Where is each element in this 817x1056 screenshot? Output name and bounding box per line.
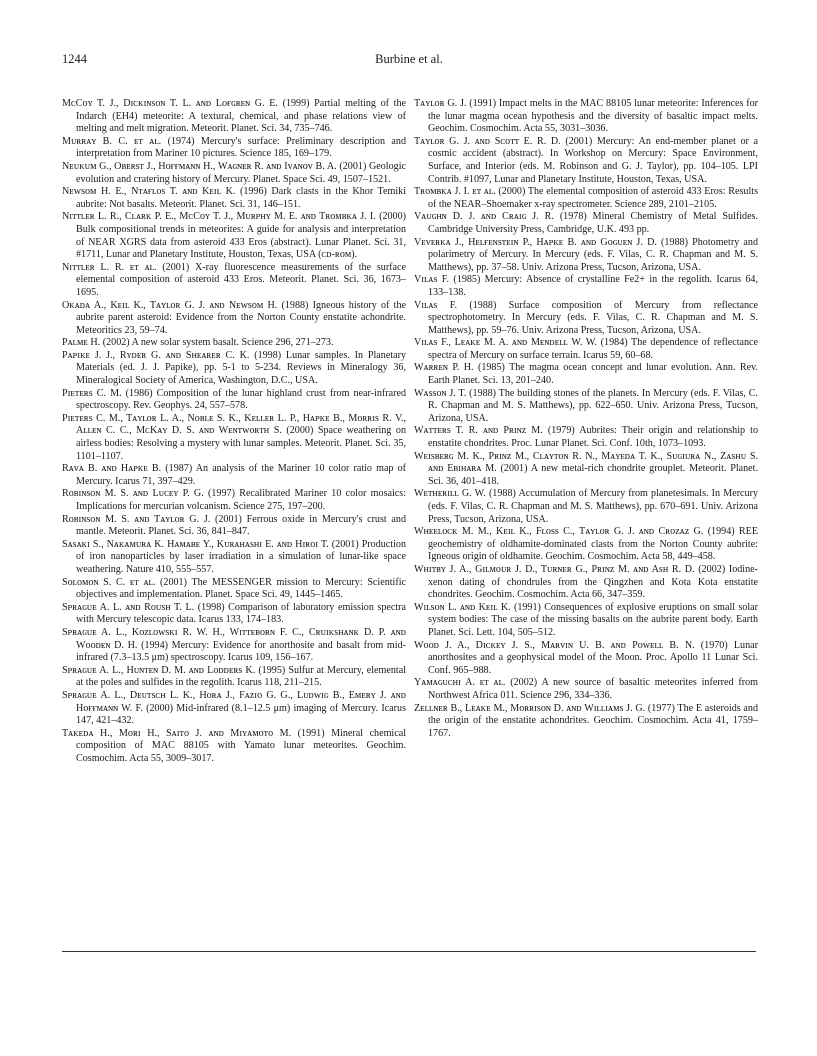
reference-entry: Wᴇɪsʙᴇʀɢ M. K., Pʀɪɴᴢ M., Cʟᴀʏᴛᴏɴ R. N., Mᴀʏᴇᴅᴀ T. K., Sᴜɢɪᴜʀᴀ N., Zᴀsʜᴜ S. ᴀɴᴅ Eʙɪʜᴀʀᴀ M. (2001) A new metal-rich chondrite grouplet. Meteorit. Planet. Sci. 36, 401–418. <box>414 450 758 487</box>
reference-entry: Wʜᴇᴇʟᴏᴄᴋ M. M., Kᴇɪʟ K., Fʟᴏss C., Tᴀʏʟᴏʀ G. J. ᴀɴᴅ Cʀᴏᴢᴀᴢ G. (1994) REE geochemistry of oldhamite-dominated clasts from the Norton County aubrite: Igneous origin of oldhamite. Geochim. Cosmochim. Acta 58, 449–458. <box>414 526 758 563</box>
running-head: Burbine et al. <box>375 52 443 66</box>
reference-entry: Sᴏʟᴏᴍᴏɴ S. C. ᴇᴛ ᴀʟ. (2001) The MESSENGER mission to Mercury: Scientific objectives and implementation. Planet. Space Sci. 49, 1445–1465. <box>62 576 406 601</box>
reference-entry: Vɪʟᴀs F. (1988) Surface composition of Mercury from reflectance spectrophotometry. In Mercury (eds. F. Vilas, C. R. Chapman and M. S. Matthews), pp. 59–76. Univ. Arizona Press, Tucson, Arizona, USA. <box>414 299 758 336</box>
reference-entry: Tᴀʏʟᴏʀ G. J. ᴀɴᴅ Sᴄᴏᴛᴛ E. R. D. (2001) Mercury: An end-member planet or a cosmic accident (abstract). In Workshop on Mercury: Space Environment, Surface, and Interior (eds. M. Robinson and G. J. Taylor), pp. 104–105. LPI Contrib. #1097, Lunar and Planetary Institute, Houston, Texas, USA. <box>414 135 758 185</box>
reference-entry: Pɪᴇᴛᴇʀs C. M., Tᴀʏʟᴏʀ L. A., Nᴏʙʟᴇ S. K., Kᴇʟʟᴇʀ L. P., Hᴀᴘᴋᴇ B., Mᴏʀʀɪs R. V., Aʟʟᴇɴ C. C., MᴄKᴀʏ D. S. ᴀɴᴅ Wᴇɴᴛᴡᴏʀᴛʜ S. (2000) Space weathering on airless bodies: Resolving a mystery with lunar samples. Meteorit. Planet. Sci. 35, 1101–1107. <box>62 412 406 462</box>
reference-entry: Tᴀᴋᴇᴅᴀ H., Mᴏʀɪ H., Sᴀɪᴛᴏ J. ᴀɴᴅ Mɪʏᴀᴍᴏᴛᴏ M. (1991) Mineral chemical composition of MAC 88105 with Yamato lunar meteorites. Geochim. Cosmochim. Acta 55, 3009–3017. <box>62 727 406 764</box>
reference-entry: Wᴏᴏᴅ J. A., Dɪᴄᴋᴇʏ J. S., Mᴀʀᴠɪɴ U. B. ᴀɴᴅ Pᴏᴡᴇʟʟ B. N. (1970) Lunar anorthosites and a geophysical model of the Moon. Proc. Apollo 11 Lunar Sci. Conf. 965–988. <box>414 639 758 676</box>
reference-entry: Vᴀᴜɢʜɴ D. J. ᴀɴᴅ Cʀᴀɪɢ J. R. (1978) Mineral Chemistry of Metal Sulfides. Cambridge University Press, Cambridge, U.K. 493 pp. <box>414 211 758 235</box>
reference-entry: Sᴘʀᴀɢᴜᴇ A. L., Dᴇᴜᴛsᴄʜ L. K., Hᴏʀᴀ J., Fᴀᴢɪᴏ G. G., Lᴜᴅᴡɪɢ B., Eᴍᴇʀʏ J. ᴀɴᴅ Hᴏғғᴍᴀɴɴ W. F. (2000) Mid-infrared (8.1–12.5 μm) imaging of Mercury. Icarus 147, 421–432. <box>62 689 406 727</box>
reference-entry: Sᴘʀᴀɢᴜᴇ A. L., Hᴜɴᴛᴇɴ D. M. ᴀɴᴅ Lᴏᴅᴅᴇʀs K. (1995) Sulfur at Mercury, elemental at the poles and sulfides in the regolith. Icarus 118, 211–215. <box>62 664 406 689</box>
reference-entry: Zᴇʟʟɴᴇʀ B., Lᴇᴀᴋᴇ M., Mᴏʀʀɪsᴏɴ D. ᴀɴᴅ Wɪʟʟɪᴀᴍs J. G. (1977) The E asteroids and the origin of the enstatite achondrites. Geochim. Cosmochim. Acta 41, 1759–1767. <box>414 702 758 739</box>
reference-entry: Rᴀᴠᴀ B. ᴀɴᴅ Hᴀᴘᴋᴇ B. (1987) An analysis of the Mariner 10 color ratio map of Mercury. Icarus 71, 397–429. <box>62 463 406 487</box>
reference-entry: Tʀᴏᴍʙᴋᴀ J. I. ᴇᴛ ᴀʟ. (2000) The elemental composition of asteroid 433 Eros: Results of the NEAR–Shoemaker x-ray spectrometer. Science 289, 2101–2105. <box>414 186 758 210</box>
reference-entry: Rᴏʙɪɴsᴏɴ M. S. ᴀɴᴅ Tᴀʏʟᴏʀ G. J. (2001) Ferrous oxide in Mercury's crust and mantle. Meteorit. Planet. Sci. 36, 841–847. <box>62 513 406 538</box>
reference-entry: Wʜɪᴛʙʏ J. A., Gɪʟᴍᴏᴜʀ J. D., Tᴜʀɴᴇʀ G., Pʀɪɴᴢ M. ᴀɴᴅ Asʜ R. D. (2002) Iodine-xenon dating of chondrules from the Qingzhen and Kota Kota enstatite chondrites. Geochim. Cosmochim. Acta 66, 347–359. <box>414 563 758 601</box>
reference-entry: Wᴇᴛʜᴇʀɪʟʟ G. W. (1988) Accumulation of Mercury from planetesimals. In Mercury (eds. F. Vilas, C. R. Chapman and M. S. Matthews), pp. 670–691. Univ. Arizona Press, Tucson, Arizona, USA. <box>414 488 758 525</box>
reference-entry: Wᴀssᴏɴ J. T. (1988) The building stones of the planets. In Mercury (eds. F. Vilas, C. R. Chapman and M. S. Matthews), pp. 622–650. Univ. Arizona Press, Tucson, Arizona, USA. <box>414 387 758 424</box>
reference-entry: Tᴀʏʟᴏʀ G. J. (1991) Impact melts in the MAC 88105 lunar meteorite: Inferences for the lunar magma ocean hypothesis and the diversity of basaltic impact melts. Geochim. Cosmochim. Acta 55, 3031–3036. <box>414 98 758 135</box>
reference-entry: Yᴀᴍᴀɢᴜᴄʜɪ A. ᴇᴛ ᴀʟ. (2002) A new source of basaltic meteorites inferred from Northwest Africa 011. Science 296, 334–336. <box>414 677 758 701</box>
reference-entry: Nɪᴛᴛʟᴇʀ L. R. ᴇᴛ ᴀʟ. (2001) X-ray fluorescence measurements of the surface elemental composition of asteroid 433 Eros. Meteorit. Planet. Sci. 36, 1673–1695. <box>62 261 406 298</box>
reference-entry: Oᴋᴀᴅᴀ A., Kᴇɪʟ K., Tᴀʏʟᴏʀ G. J. ᴀɴᴅ Nᴇᴡsᴏᴍ H. (1988) Igneous history of the aubrite parent asteroid: Evidence from the Norton County enstatite achondrite. Meteoritics 23, 59–74. <box>62 299 406 336</box>
reference-entry: Vɪʟᴀs F., Lᴇᴀᴋᴇ M. A. ᴀɴᴅ Mᴇɴᴅᴇʟʟ W. W. (1984) The dependence of reflectance spectra of Mercury on surface terrain. Icarus 59, 60–68. <box>414 337 758 361</box>
reference-column-left <box>62 98 406 765</box>
reference-entry: Sᴀsᴀᴋɪ S., Nᴀᴋᴀᴍᴜʀᴀ K. Hᴀᴍᴀʙᴇ Y., Kᴜʀᴀʜᴀsʜɪ E. ᴀɴᴅ Hɪʀᴏɪ T. (2001) Production of iron nanoparticles by laser irradiation in a simulation of lunar-like space weathering. Nature 410, 555–557. <box>62 538 406 575</box>
reference-entry: Nɪᴛᴛʟᴇʀ L. R., Cʟᴀʀᴋ P. E., MᴄCᴏʏ T. J., Mᴜʀᴘʜʏ M. E. ᴀɴᴅ Tʀᴏᴍʙᴋᴀ J. I. (2000) Bulk compositional trends in meteorites: A guide for analysis and interpretation of NEAR XGRS data from asteroid 433 Eros (abstract). Lunar Planet. Sci. 31, #1711, Lunar and Planetary Institute, Houston, Texas, USA (ᴄᴅ-ʀᴏᴍ). <box>62 211 406 261</box>
reference-entry: Pɪᴇᴛᴇʀs C. M. (1986) Composition of the lunar highland crust from near-infrared spectroscopy. Rev. Geophys. 24, 557–578. <box>62 387 406 412</box>
reference-entry: Nᴇᴜᴋᴜᴍ G., Oʙᴇʀsᴛ J., Hᴏғғᴍᴀɴɴ H., Wᴀɢɴᴇʀ R. ᴀɴᴅ Iᴠᴀɴᴏᴠ B. A. (2001) Geologic evolution and cratering history of Mercury. Planet. Space Sci. 49, 1507–1521. <box>62 160 406 185</box>
reference-entry: Wᴀʀʀᴇɴ P. H. (1985) The magma ocean concept and lunar evolution. Ann. Rev. Earth Planet. Sci. 13, 201–240. <box>414 362 758 387</box>
reference-entry: Pᴀʟᴍᴇ H. (2002) A new solar system basalt. Science 296, 271–273. <box>62 337 334 349</box>
page-header <box>62 52 756 70</box>
reference-entry: Nᴇᴡsᴏᴍ H. E., Nᴛᴀғʟᴏs T. ᴀɴᴅ Kᴇɪʟ K. (1996) Dark clasts in the Khor Temiki aubrite: Not basalts. Meteorit. Planet. Sci. 31, 146–151. <box>62 186 406 210</box>
reference-entry: Sᴘʀᴀɢᴜᴇ A. L., Kᴏᴢʟᴏᴡsᴋɪ R. W. H., Wɪᴛᴛᴇʙᴏʀɴ F. C., Cʀᴜɪᴋsʜᴀɴᴋ D. P. ᴀɴᴅ Wᴏᴏᴅᴇɴ D. H. (1994) Mercury: Evidence for anorthosite and basalt from mid-infrared (7.3–13.5 μm) spectroscopy. Icarus 109, 156–167. <box>62 626 406 664</box>
reference-entry: Mᴜʀʀᴀʏ B. C. ᴇᴛ ᴀʟ. (1974) Mercury's surface: Preliminary description and interpretation from Mariner 10 pictures. Science 185, 169–179. <box>62 135 406 160</box>
reference-column-right <box>414 98 758 740</box>
reference-entry: Wɪʟsᴏɴ L. ᴀɴᴅ Kᴇɪʟ K. (1991) Consequences of explosive eruptions on small solar system bodies: The case of the missing basalts on the aubrite parent body. Earth Planet. Sci. Lett. 104, 505–512. <box>414 601 758 638</box>
reference-entry: Wᴀᴛᴛᴇʀs T. R. ᴀɴᴅ Pʀɪɴᴢ M. (1979) Aubrites: Their origin and relationship to enstatite chondrites. Proc. Lunar Planet. Sci. Conf. 10th, 1073–1093. <box>414 425 758 450</box>
reference-entry: Rᴏʙɪɴsᴏɴ M. S. ᴀɴᴅ Lᴜᴄᴇʏ P. G. (1997) Recalibrated Mariner 10 color mosaics: Implications for mercurian volcanism. Science 275, 197–200. <box>62 488 406 512</box>
reference-entry: Sᴘʀᴀɢᴜᴇ A. L. ᴀɴᴅ Rᴏᴜsʜ T. L. (1998) Comparison of laboratory emission spectra with Mercury telescopic data. Icarus 133, 174–183. <box>62 601 406 626</box>
page-number: 1244 <box>62 52 87 66</box>
reference-entry: Vɪʟᴀs F. (1985) Mercury: Absence of crystalline Fe2+ in the regolith. Icarus 64, 133–138. <box>414 274 758 298</box>
reference-entry: Vᴇᴠᴇʀᴋᴀ J., Hᴇʟғᴇɴsᴛᴇɪɴ P., Hᴀᴘᴋᴇ B. ᴀɴᴅ Gᴏɢᴜᴇɴ J. D. (1988) Photometry and polarimetry of Mercury. In Mercury (eds. F. Vilas, C. R. Chapman and M. S. Matthews), pp. 37–58. Univ. Arizona Press, Tucson, Arizona, USA. <box>414 236 758 273</box>
footer-rule <box>62 951 756 952</box>
reference-entry: MᴄCᴏʏ T. J., Dɪᴄᴋɪɴsᴏɴ T. L. ᴀɴᴅ Lᴏғɢʀᴇɴ G. E. (1999) Partial melting of the Indarch (EH4) meteorite: A textural, chemical, and phase relations view of melting and melt migration. Meteorit. Planet. Sci. 34, 735–746. <box>62 98 406 135</box>
reference-entry: Pᴀᴘɪᴋᴇ J. J., Rʏᴅᴇʀ G. ᴀɴᴅ Sʜᴇᴀʀᴇʀ C. K. (1998) Lunar samples. In Planetary Materials (ed. J. J. Papike), pp. 5-1 to 5-234. Reviews in Mineralogy 36, Mineralogical Society of America, Washington, D.C., USA. <box>62 349 406 387</box>
